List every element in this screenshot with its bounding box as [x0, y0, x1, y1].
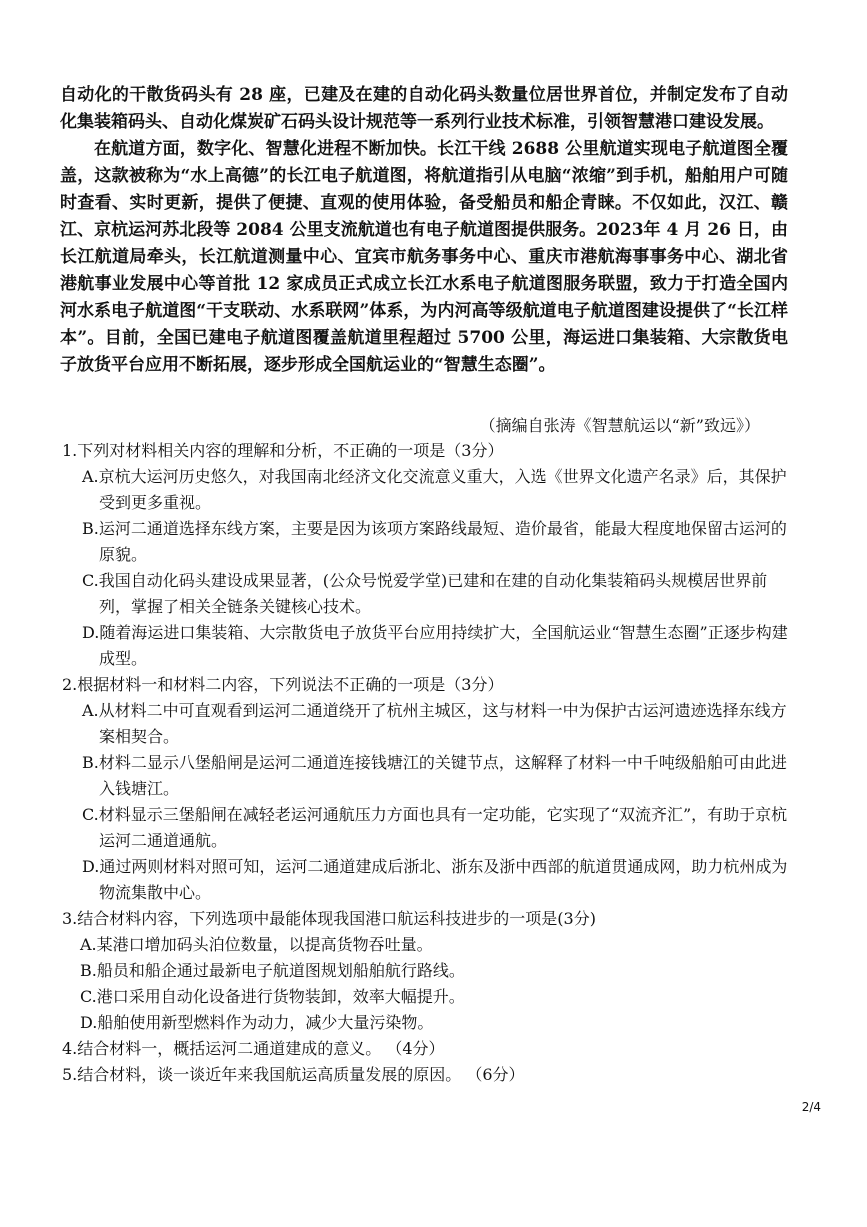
question-2 — [62, 672, 790, 906]
question-list — [62, 438, 790, 1088]
option-d: D.通过两则材料对照可知，运河二通道建成后浙北、浙东及浙中西部的航道贯通成网，助力杭州成为物流集散中心。 — [82, 857, 788, 902]
question-4 — [62, 1036, 790, 1062]
page-number: 2/4 — [801, 1100, 821, 1114]
passage-paragraph: 在航道方面，数字化、智慧化进程不断加快。长江干线 2688 公里航道实现电子航道图全覆盖，这款被称为“水上高德”的长江电子航道图，将航道指引从电脑“浓缩”到手机，船舶用户可随时查看、实时更新，提供了便捷、直观的使用体验，备受船员和船企青睐。不仅如此，汉江、赣江、京杭运河苏北段等 2084 公里支流航道也有电子航道图提供服务。2023年 4 月 26 日，由长江航道局牵头，长江航道测量中心、宜宾市航务事务中心、重庆市港航海事事务中心、湖北省港航事业发展中心等首批 12 家成员正式成立长江水系电子航道图服务联盟，致力于打造全国内河水系电子航道图“干支联动、水系联网”体系，为内河高等级航道电子航道图建设提供了“长江样本”。目前，全国已建电子航道图覆盖航道里程超过 5700 公里，海运进口集装箱、大宗散货电子放货平台应用不断拓展，逐步形成全国航运业的“智慧生态圈”。 — [60, 139, 788, 375]
option-c: C.我国自动化码头建设成果显著，(公众号悦爱学堂)已建和在建的自动化集装箱码头规模居世界前列，掌握了相关全链条关键核心技术。 — [82, 571, 768, 616]
question-stem: 3.结合材料内容，下列选项中最能体现我国港口航运科技进步的一项是(3分) — [62, 909, 596, 928]
option-b: B.材料二显示八堡船闸是运河二通道连接钱塘江的关键节点，这解释了材料一中千吨级船舶可由此进入钱塘江。 — [82, 753, 787, 798]
option-d: D.随着海运进口集装箱、大宗散货电子放货平台应用持续扩大，全国航运业“智慧生态圈”正逐步构建成型。 — [82, 623, 788, 668]
question-stem: 2.根据材料一和材料二内容，下列说法不正确的一项是（3分） — [62, 675, 504, 694]
option-d: D.船舶使用新型燃料作为动力，减少大量污染物。 — [80, 1013, 434, 1032]
option-c: C.港口采用自动化设备进行货物装卸，效率大幅提升。 — [80, 987, 465, 1006]
option-b: B.船员和船企通过最新电子航道图规划船舶航行路线。 — [80, 961, 465, 980]
option-a: A.某港口增加码头泊位数量，以提高货物吞吐量。 — [80, 935, 433, 954]
option-a: A.京杭大运河历史悠久，对我国南北经济文化交流意义重大，入选《世界文化遗产名录》后，其保护受到更多重视。 — [82, 467, 787, 512]
reading-passage — [60, 82, 788, 379]
option-a: A.从材料二中可直观看到运河二通道绕开了杭州主城区，这与材料一中为保护古运河遗迹选择东线方案相契合。 — [82, 701, 787, 746]
passage-source: （摘编自张涛《智慧航运以“新”致远》） — [479, 416, 760, 435]
passage-paragraph: 自动化的干散货码头有 28 座，已建及在建的自动化码头数量位居世界首位，并制定发布了自动化集装箱码头、自动化煤炭矿石码头设计规范等一系列行业技术标准，引领智慧港口建设发展。 — [60, 85, 788, 132]
question-stem: 5.结合材料，谈一谈近年来我国航运高质量发展的原因。 （6分） — [62, 1065, 525, 1084]
option-c: C.材料显示三堡船闸在减轻老运河通航压力方面也具有一定功能，它实现了“双流齐汇”，有助于京杭运河二通道通航。 — [82, 805, 788, 850]
question-3 — [62, 906, 790, 1036]
question-stem: 1.下列对材料相关内容的理解和分析，不正确的一项是（3分） — [62, 441, 504, 460]
question-1 — [62, 438, 790, 672]
option-b: B.运河二通道选择东线方案，主要是因为该项方案路线最短、造价最省，能最大程度地保留古运河的原貌。 — [82, 519, 787, 564]
question-stem: 4.结合材料一，概括运河二通道建成的意义。 （4分） — [62, 1039, 445, 1058]
question-5 — [62, 1062, 790, 1088]
